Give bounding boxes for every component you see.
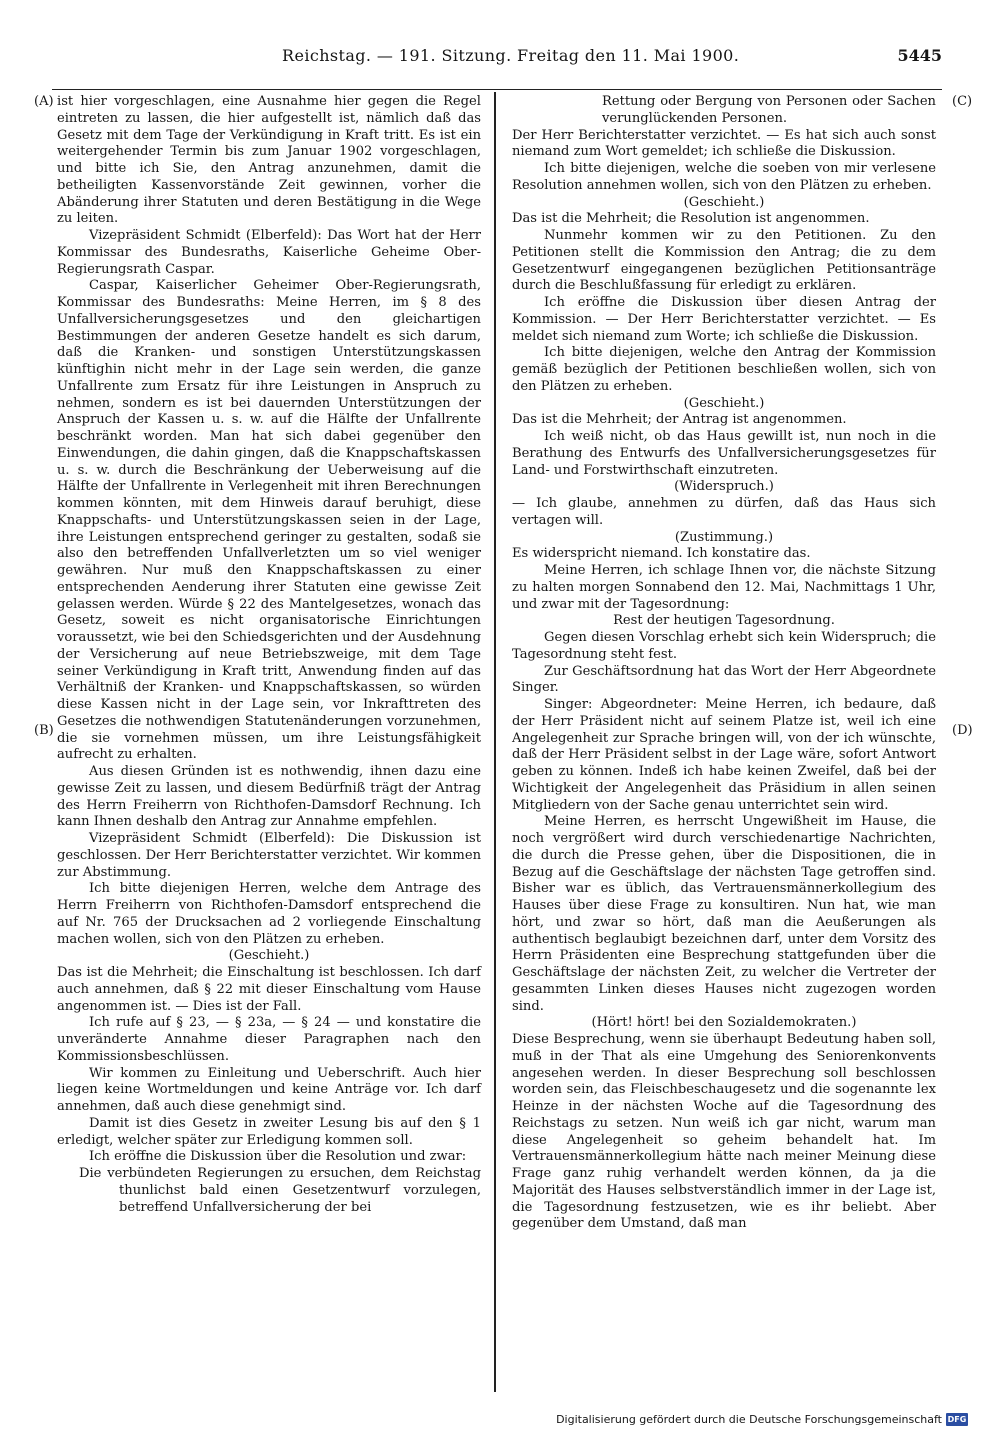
stage-direction: (Zustimmung.)	[674, 529, 774, 545]
stage-direction: (Geschieht.)	[683, 194, 765, 210]
page-header	[52, 44, 942, 70]
agenda-item: Rest der heutigen Tagesordnung.	[613, 613, 835, 629]
resolution-quote-cont: Rettung oder Bergung von Personen oder Sachen verunglückenden Personen.	[602, 94, 936, 126]
paragraph: Meine Herren, ich schlage Ihnen vor, die nächste Sitzung zu halten morgen Sonnabend den 12. Mai, Nachmittags 1 Uhr, und zwar mit der Tagesordnung:	[512, 563, 936, 612]
column-divider	[494, 92, 496, 1392]
paragraph: Ich rufe auf § 23, — § 23a, — § 24 — und konstatire die unveränderte Annahme dieser Paragraphen nach den Kommissionsbeschlüssen.	[57, 1015, 481, 1064]
paragraph: Das ist die Mehrheit; die Einschaltung ist beschlossen. Ich darf auch annehmen, daß § 22 mit dieser Einschaltung vom Hause angenommen ist. — Dies ist der Fall.	[57, 965, 481, 1014]
paragraph: Caspar, Kaiserlicher Geheimer Ober-Regierungsrath, Kommissar des Bundesraths: Meine Herren, im § 8 des Unfallversicherungsgesetzes und den gleichartigen Bestimmungen der anderen Gesetze handelt es sich darum, daß die Kranken- und sonstigen Unterstützungskassen künftighin nicht mehr in der Lage sein werden, die ganze Unfallrente zum Ersatz für ihre Leistungen in Anspruch zu nehmen, sondern es ist bei dauernden Unterstützungen der Anspruch der Kassen u. s. w. auf die Hälfte der Unfallrente beschränkt worden. Man hat sich dabei gegenüber den Einwendungen, die dahin gingen, daß die Knappschaftskassen u. s. w. durch die Beschränkung der Ueberweisung auf die Hälfte der Unfallrente in Verlegenheit mit ihren Berechnungen kommen könnten, mit dem Hinweis darauf beruhigt, diese Knappschafts- und Unterstützungskassen seien in der Lage, ihre Leistungen entsprechend geringer zu gestalten, sodaß sie also den betreffenden Unfallverletzten um so viel weniger gewähren. Nur muß den Knappschaftskassen zu einer entsprechenden Aenderung ihrer Statuten eine gewisse Zeit gelassen werden. Würde § 22 des Mantelgesetzes, wonach das Gesetz, soweit es nicht organisatorische Einrichtungen voraussetzt, wie bei den Schiedsgerichten und der Ausdehnung der Versicherung auf neue Betriebszweige, mit dem Tage seiner Verkündigung in Kraft tritt, Anwendung finden auf das Verhältniß der Kranken- und Knappschaftskassen, so würden diese Kassen nicht in der Lage sein, vor Inkrafttreten des Gesetzes die nothwendigen Statutenänderungen vorzunehmen, die sie vornehmen müssen, um ihre Leistungsfähigkeit aufrecht zu erhalten.	[57, 278, 481, 763]
margin-mark-d: (D)	[952, 723, 973, 738]
paragraph: Nunmehr kommen wir zu den Petitionen. Zu den Petitionen stellt die Kommission den Antrag; die zu dem Gesetzentwurf eingegangenen bezüglichen Petitionsanträge durch die Beschlußfassung für erledigt zu erklären.	[512, 228, 936, 294]
paragraph: Zur Geschäftsordnung hat das Wort der Herr Abgeordnete Singer.	[512, 663, 936, 696]
right-column	[512, 94, 936, 1233]
paragraph: Der Herr Berichterstatter verzichtet. — Es hat sich auch sonst niemand zum Wort gemeldet; ich schließe die Diskussion.	[512, 127, 936, 160]
paragraph: Diese Besprechung, wenn sie überhaupt Bedeutung haben soll, muß in der That als eine Umgehung des Seniorenkonvents angesehen werden. In dieser Besprechung soll beschlossen worden sein, das Fleischbeschaugesetz und die sogenannte lex Heinze in der nächsten Woche auf die Tagesordnung des Reichstags zu setzen. Nun weiß ich gar nicht, warum man diese Angelegenheit so geheim behandelt hat. Im Vertrauensmännerkollegium hätte nach meiner Meinung diese Frage ganz ruhig verhandelt werden können, da ja die Majorität des Hauses selbstverständlich immer in der Lage ist, die Tagesordnung festzusetzen, wie es ihr beliebt. Aber gegenüber dem Umstand, daß man	[512, 1032, 936, 1232]
paragraph: Vizepräsident Schmidt (Elberfeld): Das Wort hat der Herr Kommissar des Bundesraths, Kaiserliche Geheime Ober-Regierungsrath Caspar.	[57, 228, 481, 277]
paragraph: Ich bitte diejenigen Herren, welche dem Antrage des Herrn Freiherrn von Richthofen-Damsdorf entsprechend die auf Nr. 765 der Drucksachen ad 2 vorliegende Einschaltung machen wollen, sich von den Plätzen zu erheben.	[57, 881, 481, 947]
paragraph: Das ist die Mehrheit; der Antrag ist angenommen.	[512, 412, 847, 428]
resolution-quote: Die verbündeten Regierungen zu ersuchen, dem Reichstag thunlichst bald einen Gesetzentwurf vorzulegen, betreffend Unfallversicherung der bei	[79, 1166, 481, 1215]
paragraph: Ich eröffne die Diskussion über diesen Antrag der Kommission. — Der Herr Berichterstatter verzichtet. — Es meldet sich niemand zum Worte; ich schließe die Diskussion.	[512, 295, 936, 344]
stage-direction: (Geschieht.)	[228, 948, 310, 964]
paragraph: Aus diesen Gründen ist es nothwendig, ihnen dazu eine gewisse Zeit zu lassen, und diesem Bedürfniß trägt der Antrag des Herrn Freiherrn von Richthofen-Damsdorf Rechnung. Ich kann Ihnen deshalb den Antrag zur Annahme empfehlen.	[57, 764, 481, 830]
page-number: 5445	[897, 46, 942, 65]
margin-mark-b: (B)	[34, 723, 54, 738]
header-rule	[52, 89, 942, 90]
paragraph: Es widerspricht niemand. Ich konstatire das.	[512, 546, 811, 562]
paragraph: Wir kommen zu Einleitung und Ueberschrift. Auch hier liegen keine Wortmeldungen und keine Anträge vor. Ich darf annehmen, daß auch diese genehmigt sind.	[57, 1065, 481, 1114]
paragraph: Gegen diesen Vorschlag erhebt sich kein Widerspruch; die Tagesordnung steht fest.	[512, 630, 936, 662]
paragraph: — Ich glaube, annehmen zu dürfen, daß das Haus sich vertagen will.	[512, 496, 936, 528]
paragraph: Damit ist dies Gesetz in zweiter Lesung bis auf den § 1 erledigt, welcher später zur Erledigung kommen soll.	[57, 1115, 481, 1148]
paragraph: Singer: Abgeordneter: Meine Herren, ich bedaure, daß der Herr Präsident nicht auf seinem Platze ist, weil ich eine Angelegenheit zur Sprache bringen will, von der ich wünschte, daß der Herr Präsident selbst in der Lage wäre, sofort Antwort geben zu können. Indeß ich habe keinen Zweifel, daß bei der Wichtigkeit der Angelegenheit das Präsidium in allen seinen Mitgliedern von der Sache genau unterrichtet sein wird.	[512, 697, 936, 813]
paragraph: Ich bitte diejenigen, welche den Antrag der Kommission gemäß bezüglich der Petitionen beschließen wollen, sich von den Plätzen zu erheben.	[512, 345, 936, 394]
margin-mark-a: (A)	[34, 94, 54, 109]
stage-direction: (Hört! hört! bei den Sozialdemokraten.)	[591, 1015, 857, 1031]
paragraph: Vizepräsident Schmidt (Elberfeld): Die Diskussion ist geschlossen. Der Herr Berichterstatter verzichtet. Wir kommen zur Abstimmung.	[57, 831, 482, 880]
dfg-logo-icon: DFG	[947, 1415, 967, 1424]
footer	[556, 1413, 968, 1426]
stage-direction: (Widerspruch.)	[674, 479, 774, 495]
paragraph: Ich weiß nicht, ob das Haus gewillt ist, nun noch in die Berathung des Entwurfs des Unfallversicherungsgesetzes für Land- und Forstwirthschaft einzutreten.	[512, 429, 936, 478]
paragraph: Das ist die Mehrheit; die Resolution ist angenommen.	[512, 211, 870, 227]
paragraph: Ich bitte diejenigen, welche die soeben von mir verlesene Resolution annehmen wollen, sich von den Plätzen zu erheben.	[512, 161, 936, 193]
stage-direction: (Geschieht.)	[683, 395, 765, 411]
left-column	[57, 94, 481, 1216]
paragraph: Meine Herren, es herrscht Ungewißheit im Hause, die noch vergrößert wird durch verschiedenartige Nachrichten, die durch die Presse gehen, über die Dispositionen, die in Bezug auf die Geschäftslage der nächsten Tage getroffen sind. Bisher war es üblich, das Vertrauensmännerkollegium des Hauses über diese Frage zu konsultiren. Nun hat, wie man hört, und zwar so hört, daß man die Aeußerungen als authentisch beglaubigt bezeichnen darf, unter dem Vorsitz des Herrn Präsidenten eine Besprechung stattgefunden über die Geschäftslage der nächsten Zeit, zu welcher die Vertreter der gesammten Linken dieses Hauses nicht zugezogen worden sind.	[512, 814, 936, 1014]
footer-text: Digitalisierung gefördert durch die Deutsche Forschungsgemeinschaft	[556, 1413, 942, 1426]
header-title: Reichstag. — 191. Sitzung. Freitag den 11. Mai 1900.	[282, 46, 740, 65]
paragraph: ist hier vorgeschlagen, eine Ausnahme hier gegen die Regel eintreten zu lassen, die hier aufgestellt ist, nämlich daß das Gesetz mit dem Tage der Verkündigung in Kraft tritt. Es ist ein weitergehender Termin bis zum Januar 1902 vorgeschlagen, und bitte ich Sie, den Antrag anzunehmen, damit die betheiligten Kassenvorstände Zeit gewinnen, vorher die Abänderung ihrer Statuten und deren Bestätigung in die Wege zu leiten.	[57, 94, 481, 227]
margin-mark-c: (C)	[952, 94, 973, 109]
paragraph: Ich eröffne die Diskussion über die Resolution und zwar:	[89, 1149, 467, 1165]
